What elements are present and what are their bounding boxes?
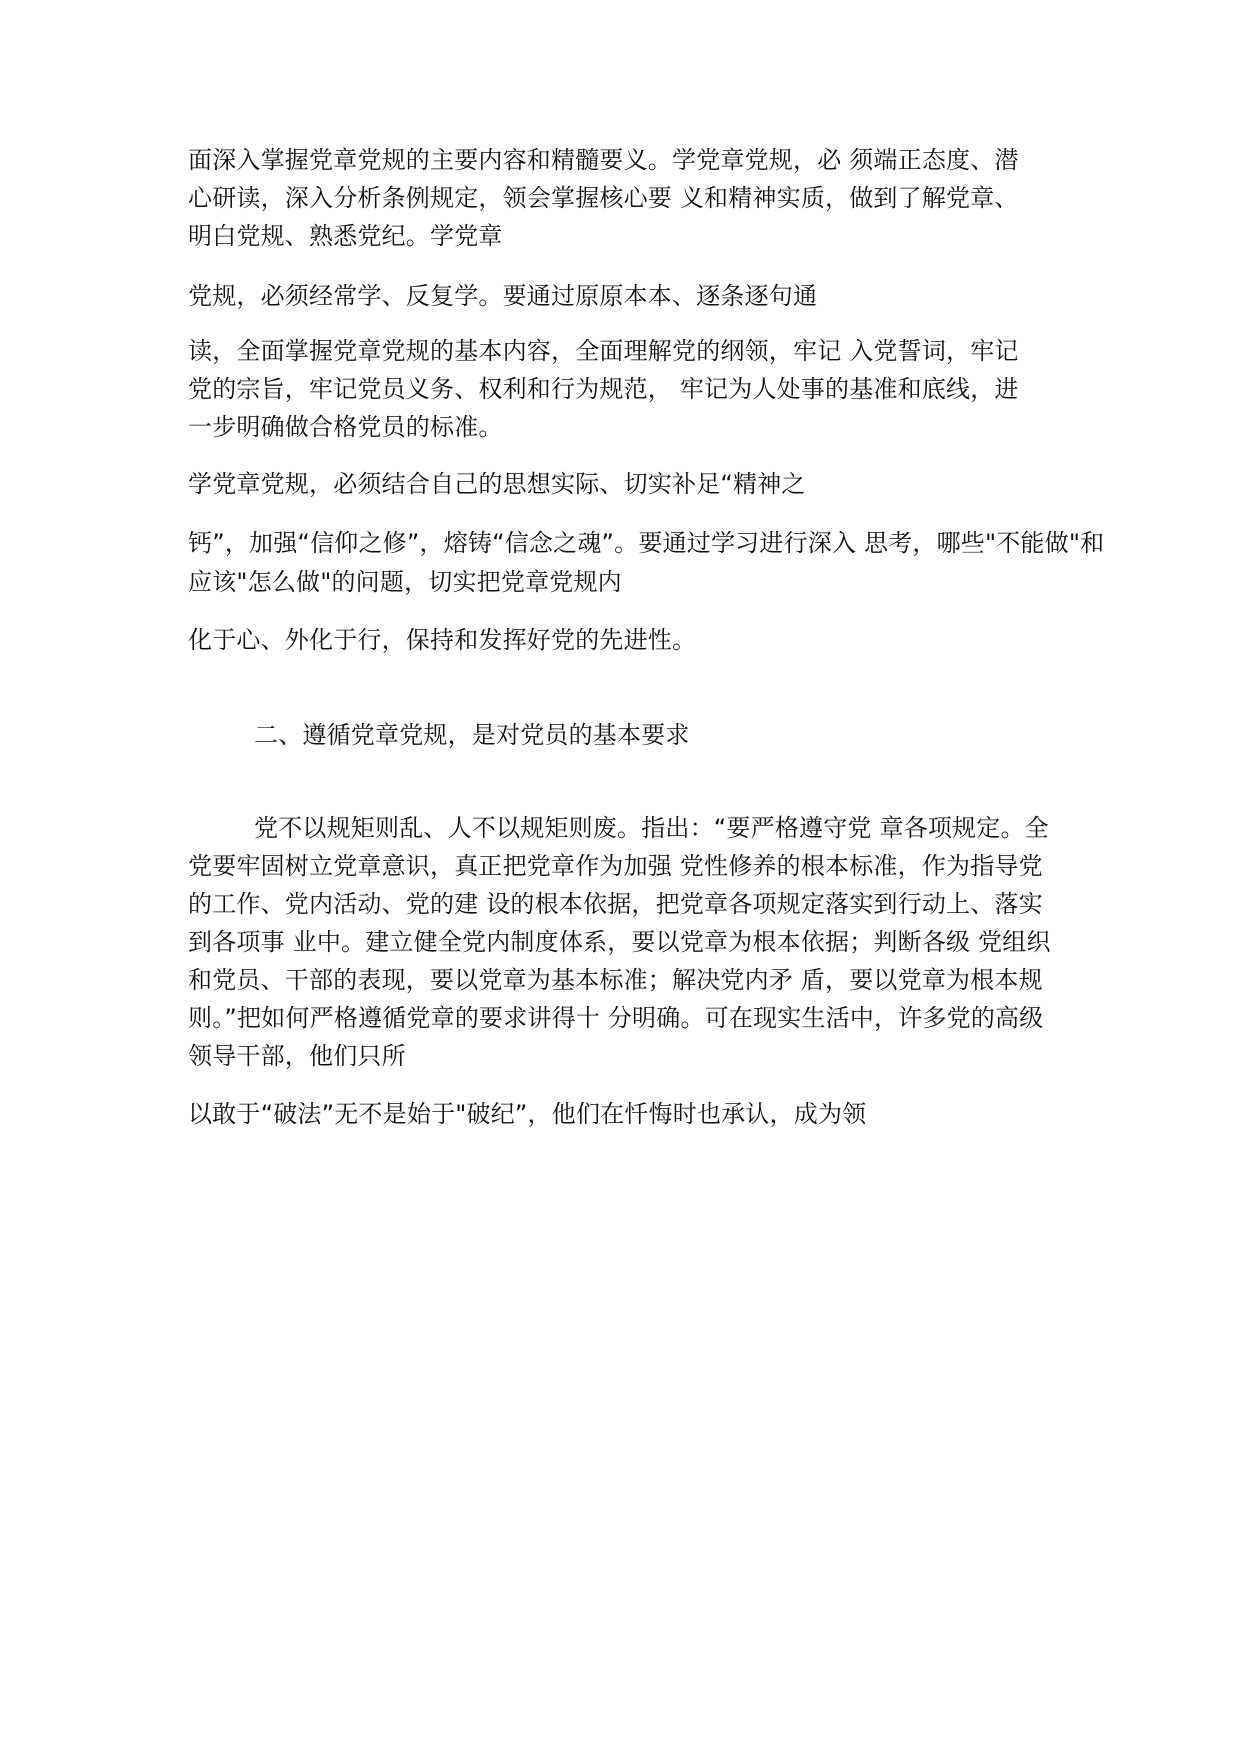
paragraph-5-line-1: 钙”，加强“信仰之修”，熔铸“信念之魂”。要通过学习进行深入 思考，哪些"不能做"和: [188, 529, 1105, 557]
paragraph-8-line-1: 以敢于“破法”无不是始于"破纪”，他们在忏悔时也承认，成为领: [188, 1100, 867, 1128]
paragraph-7-line-6: 则。”把如何严格遵循党章的要求讲得十 分明确。可在现实生活中，许多党的高级: [188, 1004, 1044, 1032]
paragraph-6-line-1: 化于心、外化于行，保持和发挥好党的先进性。: [188, 626, 697, 654]
paragraph-1-line-1: 面深入掌握党章党规的主要内容和精髓要义。学党章党规，必 须端正态度、潜: [188, 146, 1019, 174]
section-heading: 二、遵循党章党规，是对党员的基本要求: [254, 721, 690, 749]
paragraph-3-line-1: 读，全面掌握党章党规的基本内容，全面理解党的纲领，牢记 入党誓词，牢记: [188, 337, 1019, 365]
paragraph-2-line-1: 党规，必须经常学、反复学。要通过原原本本、逐条逐句通: [188, 282, 818, 310]
paragraph-7-line-1: 党不以规矩则乱、人不以规矩则废。指出：“要严格遵守党 章各项规定。全: [254, 814, 1049, 842]
paragraph-3-line-3: 一步明确做合格党员的标准。: [188, 413, 503, 441]
paragraph-5-line-2: 应该"怎么做"的问题，切实把党章党规内: [188, 568, 622, 596]
paragraph-7-line-4: 到各项事 业中。建立健全党内制度体系，要以党章为根本依据；判断各级 党组织: [188, 928, 1051, 956]
paragraph-1-line-2: 心研读，深入分析条例规定，领会掌握核心要 义和精神实质，做到了解党章、: [188, 184, 1019, 212]
paragraph-4-line-1: 学党章党规，必须结合自己的思想实际、切实补足“精神之: [188, 470, 806, 498]
paragraph-7-line-5: 和党员、干部的表现，要以党章为基本标准；解决党内矛 盾，要以党章为根本规: [188, 966, 1043, 994]
paragraph-7-line-7: 领导干部，他们只所: [188, 1042, 406, 1070]
paragraph-7-line-3: 的工作、党内活动、党的建 设的根本依据，把党章各项规定落实到行动上、落实: [188, 890, 1043, 918]
paragraph-3-line-2: 党的宗旨，牢记党员义务、权利和行为规范， 牢记为人处事的基准和底线，进: [188, 375, 1019, 403]
paragraph-7-line-2: 党要牢固树立党章意识，真正把党章作为加强 党性修养的根本标准，作为指导党: [188, 852, 1043, 880]
paragraph-1-line-3: 明白党规、熟悉党纪。学党章: [188, 222, 503, 250]
